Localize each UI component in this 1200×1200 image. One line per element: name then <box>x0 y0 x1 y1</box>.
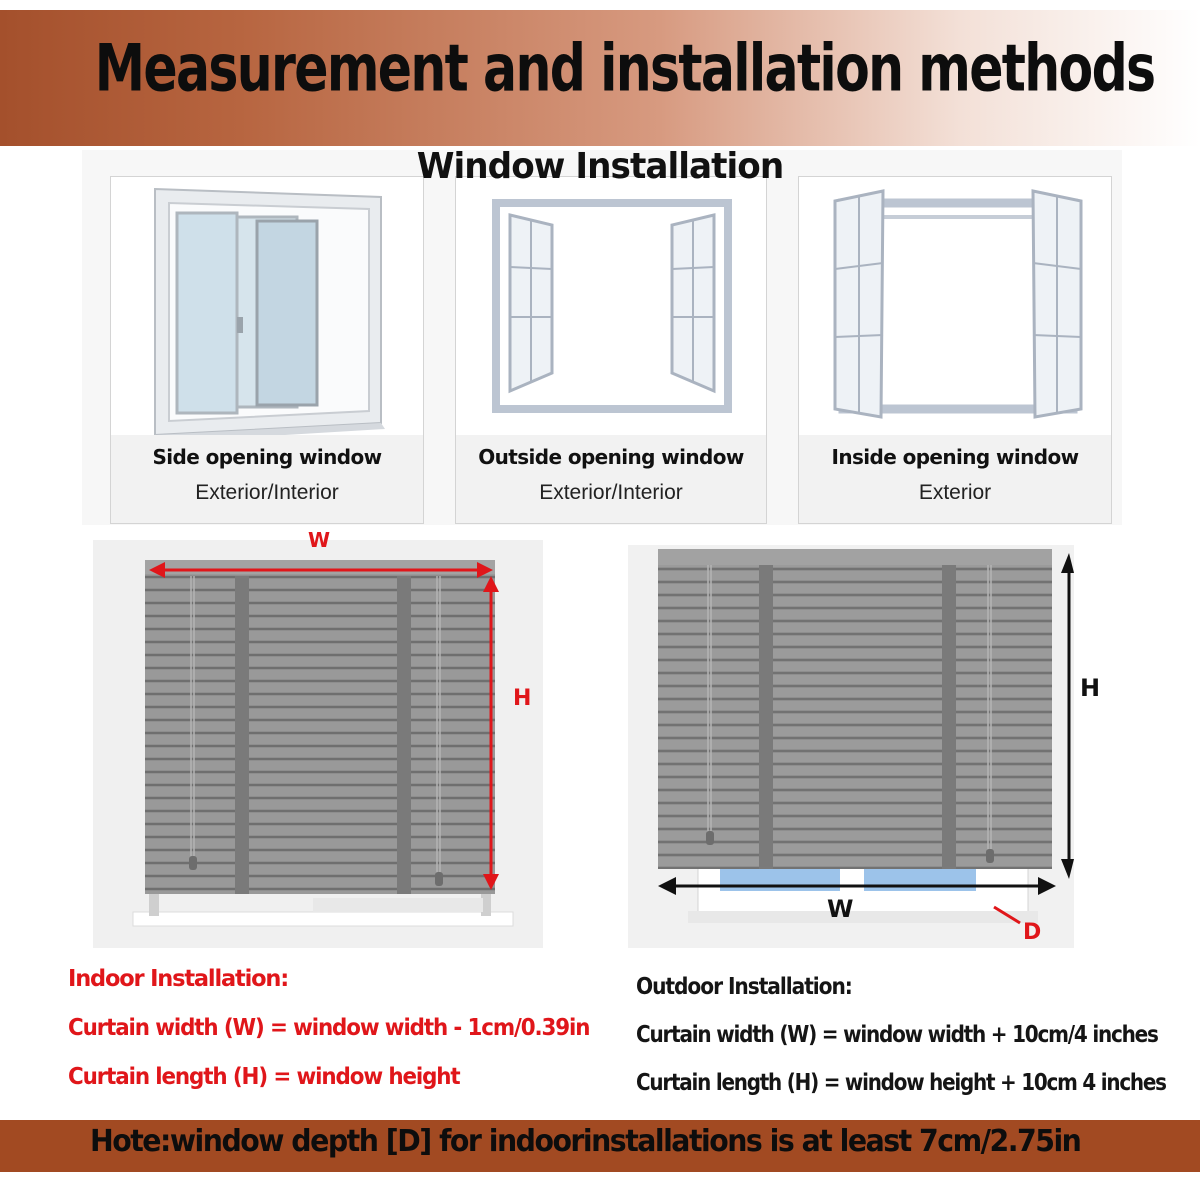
depth-note: Hote:window depth [D] for indoorinstallations is at least 7cm/2.75in <box>90 1124 1081 1159</box>
indoor-width-label: W <box>308 528 331 552</box>
inside-opening-caption <box>799 435 1111 523</box>
outside-opening-window-icon <box>456 177 768 437</box>
window-type-name: Inside opening window <box>831 445 1079 469</box>
window-type-name: Side opening window <box>152 445 382 469</box>
outdoor-width-label: W <box>827 895 854 923</box>
outdoor-depth-label: D <box>1023 920 1042 945</box>
outdoor-installation-diagram <box>628 545 1074 948</box>
indoor-installation-diagram <box>93 540 543 948</box>
side-opening-caption <box>111 435 423 523</box>
side-opening-window-icon <box>111 177 425 437</box>
mount-type: Exterior <box>918 481 992 504</box>
outside-opening-caption <box>456 435 766 523</box>
indoor-height-label: H <box>513 686 532 711</box>
outdoor-length-formula: Curtain length (H) = window height + 10cm 4 inches <box>636 1070 1166 1096</box>
outdoor-width-formula: Curtain width (W) = window width + 10cm/4 inches <box>636 1022 1158 1048</box>
indoor-installation-title: Indoor Installation: <box>68 966 289 992</box>
inside-opening-window-icon <box>799 177 1113 437</box>
outdoor-height-label: H <box>1080 674 1101 702</box>
side-opening-window-card <box>110 176 424 524</box>
indoor-length-formula: Curtain length (H) = window height <box>68 1064 460 1090</box>
mount-type: Exterior/Interior <box>195 481 339 504</box>
outdoor-installation-title: Outdoor Installation: <box>636 974 852 1000</box>
page-title: Measurement and installation methods <box>94 31 1155 107</box>
outdoor-blinds-illustration <box>628 545 1074 948</box>
indoor-blinds-illustration <box>93 540 543 948</box>
mount-type: Exterior/Interior <box>539 481 683 504</box>
indoor-width-formula: Curtain width (W) = window width - 1cm/0.39in <box>68 1015 590 1041</box>
outside-opening-window-card <box>455 176 767 524</box>
inside-opening-window-card <box>798 176 1112 524</box>
window-type-name: Outside opening window <box>478 445 744 469</box>
window-installation-title: Window Installation <box>416 146 784 187</box>
